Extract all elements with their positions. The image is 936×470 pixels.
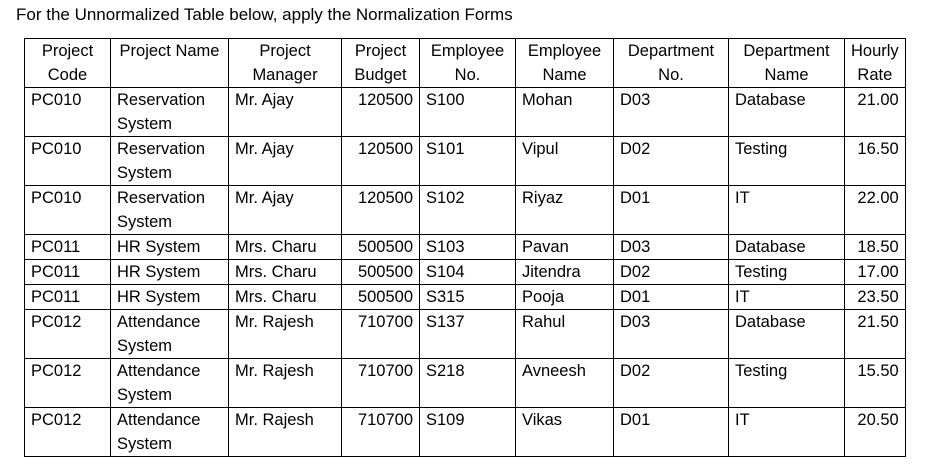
hourly-rate-cell: 17.00 xyxy=(845,260,906,285)
project-manager-cell: Mr. Ajay xyxy=(229,186,342,235)
project-name-cell: Attendance System xyxy=(111,359,229,408)
header-project-manager: Project Manager xyxy=(229,39,342,88)
employee-no-cell: S100 xyxy=(420,88,516,137)
header-employee-no: Employee No. xyxy=(420,39,516,88)
project-name-cell: HR System xyxy=(111,285,229,310)
project-code-cell: PC012 xyxy=(25,408,111,457)
department-name-cell: IT xyxy=(729,285,845,310)
table-row xyxy=(25,260,906,285)
table-row xyxy=(25,285,906,310)
department-no-cell: D01 xyxy=(614,408,729,457)
project-code-cell: PC011 xyxy=(25,285,111,310)
project-name-cell: Attendance System xyxy=(111,408,229,457)
project-name-cell: HR System xyxy=(111,235,229,260)
hourly-rate-cell: 15.50 xyxy=(845,359,906,408)
project-budget-cell: 500500 xyxy=(342,285,420,310)
project-budget-cell: 710700 xyxy=(342,359,420,408)
hourly-rate-cell: 18.50 xyxy=(845,235,906,260)
department-no-cell: D02 xyxy=(614,260,729,285)
employee-no-cell: S101 xyxy=(420,137,516,186)
department-name-cell: Testing xyxy=(729,137,845,186)
project-budget-cell: 500500 xyxy=(342,235,420,260)
department-no-cell: D03 xyxy=(614,310,729,359)
project-code-cell: PC012 xyxy=(25,359,111,408)
header-row xyxy=(25,39,906,88)
project-name-cell: Reservation System xyxy=(111,186,229,235)
project-budget-cell: 710700 xyxy=(342,408,420,457)
employee-no-cell: S137 xyxy=(420,310,516,359)
header-employee-name: Employee Name xyxy=(516,39,614,88)
employee-name-cell: Pavan xyxy=(516,235,614,260)
employee-name-cell: Vikas xyxy=(516,408,614,457)
header-department-no: Department No. xyxy=(614,39,729,88)
employee-name-cell: Pooja xyxy=(516,285,614,310)
table-row xyxy=(25,408,906,457)
employee-no-cell: S109 xyxy=(420,408,516,457)
project-code-cell: PC010 xyxy=(25,137,111,186)
project-name-cell: HR System xyxy=(111,260,229,285)
project-manager-cell: Mr. Rajesh xyxy=(229,408,342,457)
employee-name-cell: Avneesh xyxy=(516,359,614,408)
project-code-cell: PC010 xyxy=(25,88,111,137)
department-name-cell: IT xyxy=(729,408,845,457)
hourly-rate-cell: 23.50 xyxy=(845,285,906,310)
employee-name-cell: Rahul xyxy=(516,310,614,359)
project-manager-cell: Mr. Ajay xyxy=(229,88,342,137)
page-title: For the Unnormalized Table below, apply the Normalization Forms xyxy=(16,5,513,24)
project-manager-cell: Mr. Ajay xyxy=(229,137,342,186)
project-name-cell: Attendance System xyxy=(111,310,229,359)
project-name-cell: Reservation System xyxy=(111,137,229,186)
project-manager-cell: Mr. Rajesh xyxy=(229,310,342,359)
department-no-cell: D01 xyxy=(614,186,729,235)
table-row xyxy=(25,137,906,186)
employee-no-cell: S104 xyxy=(420,260,516,285)
employee-no-cell: S103 xyxy=(420,235,516,260)
employee-no-cell: S315 xyxy=(420,285,516,310)
project-budget-cell: 120500 xyxy=(342,186,420,235)
header-hourly-rate: Hourly Rate xyxy=(845,39,906,88)
project-manager-cell: Mrs. Charu xyxy=(229,285,342,310)
table-row xyxy=(25,359,906,408)
header-project-name: Project Name xyxy=(111,39,229,88)
employee-no-cell: S102 xyxy=(420,186,516,235)
project-name-cell: Reservation System xyxy=(111,88,229,137)
table-row xyxy=(25,88,906,137)
project-code-cell: PC011 xyxy=(25,260,111,285)
project-code-cell: PC011 xyxy=(25,235,111,260)
hourly-rate-cell: 21.00 xyxy=(845,88,906,137)
header-project-budget: Project Budget xyxy=(342,39,420,88)
hourly-rate-cell: 20.50 xyxy=(845,408,906,457)
department-name-cell: Database xyxy=(729,88,845,137)
unnormalized-table xyxy=(24,38,906,457)
department-name-cell: IT xyxy=(729,186,845,235)
department-no-cell: D01 xyxy=(614,285,729,310)
hourly-rate-cell: 16.50 xyxy=(845,137,906,186)
employee-name-cell: Jitendra xyxy=(516,260,614,285)
department-no-cell: D02 xyxy=(614,137,729,186)
table-row xyxy=(25,186,906,235)
project-manager-cell: Mrs. Charu xyxy=(229,235,342,260)
header-department-name: Department Name xyxy=(729,39,845,88)
employee-no-cell: S218 xyxy=(420,359,516,408)
hourly-rate-cell: 22.00 xyxy=(845,186,906,235)
project-budget-cell: 120500 xyxy=(342,88,420,137)
project-manager-cell: Mrs. Charu xyxy=(229,260,342,285)
department-no-cell: D02 xyxy=(614,359,729,408)
department-no-cell: D03 xyxy=(614,235,729,260)
hourly-rate-cell: 21.50 xyxy=(845,310,906,359)
department-name-cell: Database xyxy=(729,310,845,359)
department-no-cell: D03 xyxy=(614,88,729,137)
employee-name-cell: Mohan xyxy=(516,88,614,137)
table-row xyxy=(25,235,906,260)
project-budget-cell: 710700 xyxy=(342,310,420,359)
project-manager-cell: Mr. Rajesh xyxy=(229,359,342,408)
department-name-cell: Testing xyxy=(729,260,845,285)
project-code-cell: PC012 xyxy=(25,310,111,359)
department-name-cell: Testing xyxy=(729,359,845,408)
project-budget-cell: 500500 xyxy=(342,260,420,285)
department-name-cell: Database xyxy=(729,235,845,260)
project-budget-cell: 120500 xyxy=(342,137,420,186)
table-row xyxy=(25,310,906,359)
project-code-cell: PC010 xyxy=(25,186,111,235)
header-project-code: Project Code xyxy=(25,39,111,88)
employee-name-cell: Vipul xyxy=(516,137,614,186)
employee-name-cell: Riyaz xyxy=(516,186,614,235)
